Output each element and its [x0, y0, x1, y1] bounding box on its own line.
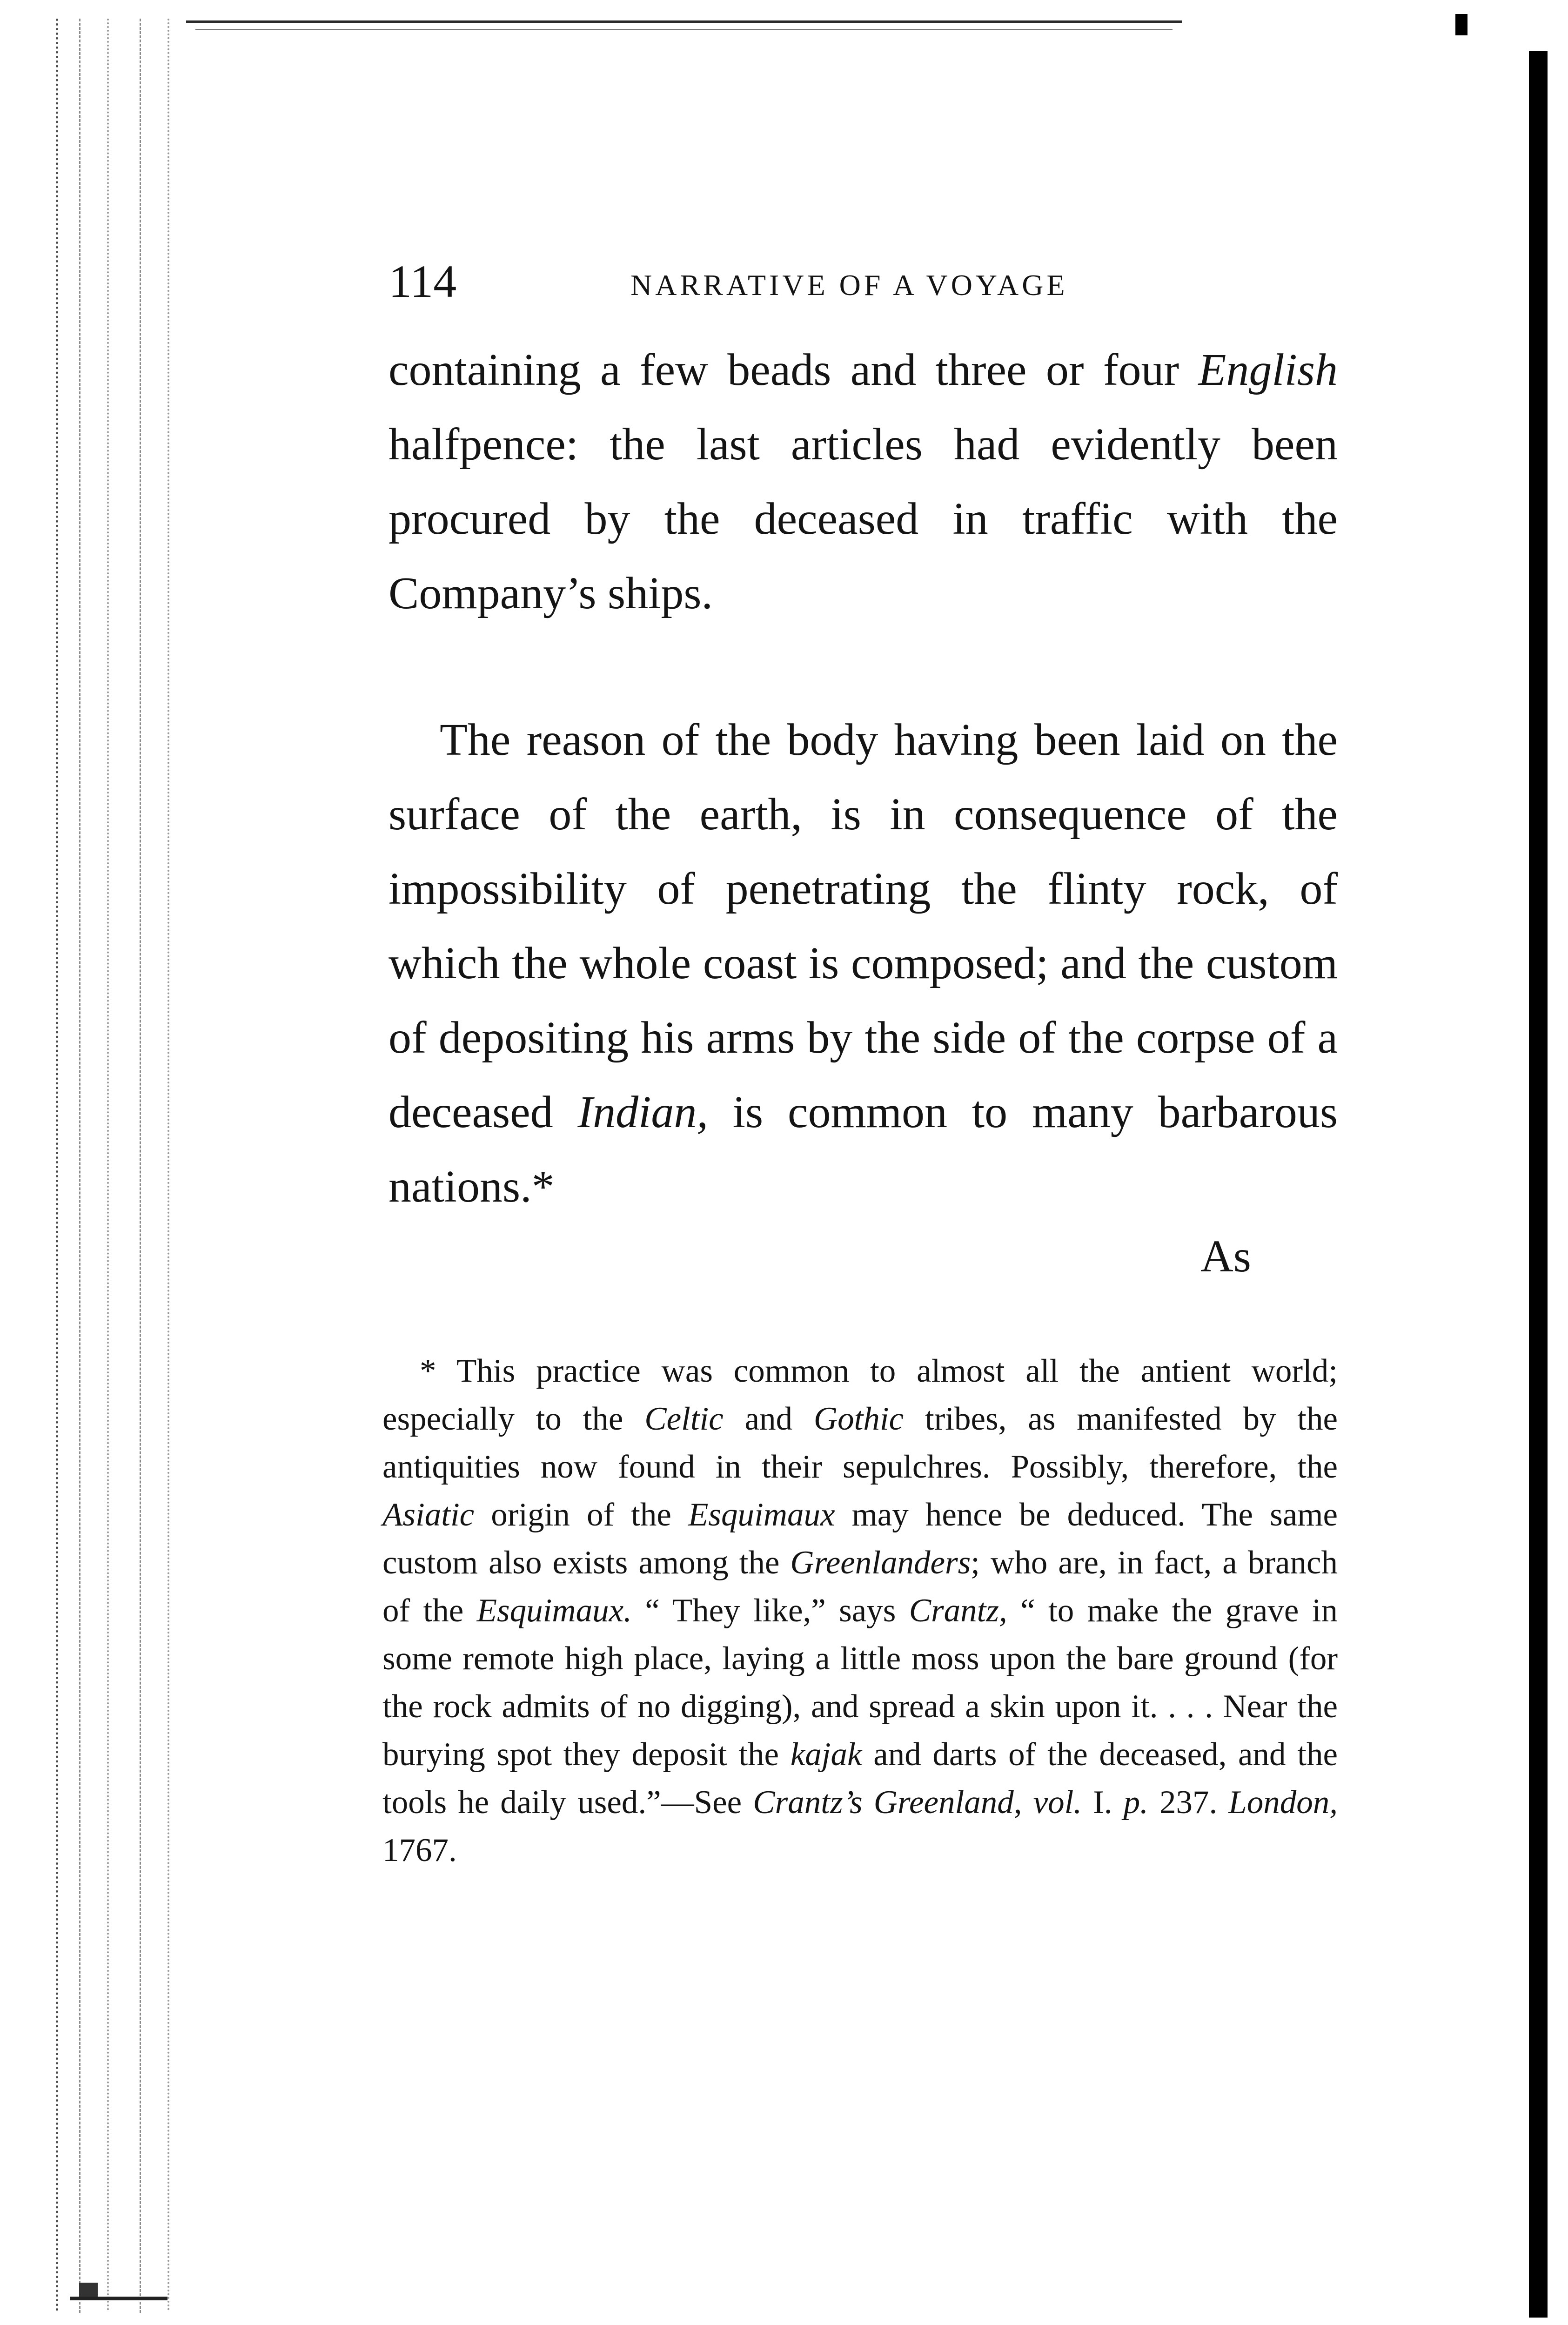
italic-run: Greenlanders: [790, 1545, 971, 1581]
page-number: 114: [389, 255, 457, 307]
bottom-scan-mark: [70, 2283, 168, 2300]
italic-run: Esquimaux.: [476, 1593, 632, 1629]
italic-run: Asiatic: [382, 1497, 475, 1533]
italic-run: Crantz’s Greenland, vol.: [753, 1784, 1082, 1821]
italic-run: Celtic: [644, 1401, 724, 1437]
italic-run: Gothic: [813, 1401, 904, 1437]
footnote-text: * This practice was common to almost all the antient world; especially to the Celtic and Gothic tribes, as manifested by the antiquities now found in their sepulchres. Possibly, therefore, the Asiatic origin of the Esquimaux may hence be deduced. The same custom also exists among the Greenlanders; who are, in fact, a branch of the Esquimaux. “ They like,” says Crantz, “ to make the grave in some remote high place, laying a little moss upon the bare ground (for the rock admits of no digging), and spread a skin upon it. . . . Near the burying spot they deposit the kajak and darts of the deceased, and the tools he daily used.”—See Crantz’s Greenland, vol. I. p. 237. London, 1767.: [382, 1353, 1338, 1868]
top-border-rule-thin: [195, 29, 1173, 30]
corner-scan-mark: [1455, 14, 1467, 35]
italic-run: English: [1198, 345, 1338, 395]
running-head: NARRATIVE OF A VOYAGE: [630, 269, 1068, 302]
binding-gutter-bleed: [51, 19, 191, 2313]
right-scan-border: [1529, 51, 1548, 2318]
body-paragraph-1: containing a few beads and three or four English halfpence: the last articles had evidently been procured by the deceased in traffic with the Company’s ships.: [389, 345, 1338, 618]
italic-run: Crantz,: [909, 1593, 1007, 1629]
italic-run: p.: [1123, 1784, 1148, 1821]
main-text: [389, 333, 1338, 1224]
italic-run: Indian,: [577, 1087, 708, 1137]
top-border-rule: [186, 20, 1182, 23]
italic-run: London,: [1228, 1784, 1338, 1821]
body-paragraph-2: The reason of the body having been laid on the surface of the earth, is in consequence of the impossibility of penetrating the flinty rock, of which the whole coast is composed; and the custom of depositing his arms by the side of the corpse of a deceased Indian, is common to many barbarous nations.*: [389, 715, 1338, 1212]
page-header: [389, 249, 1338, 314]
italic-run: kajak: [790, 1736, 862, 1773]
footnote: [382, 1347, 1338, 1875]
italic-run: Esquimaux: [688, 1497, 835, 1533]
catchword: As: [1200, 1231, 1251, 1282]
